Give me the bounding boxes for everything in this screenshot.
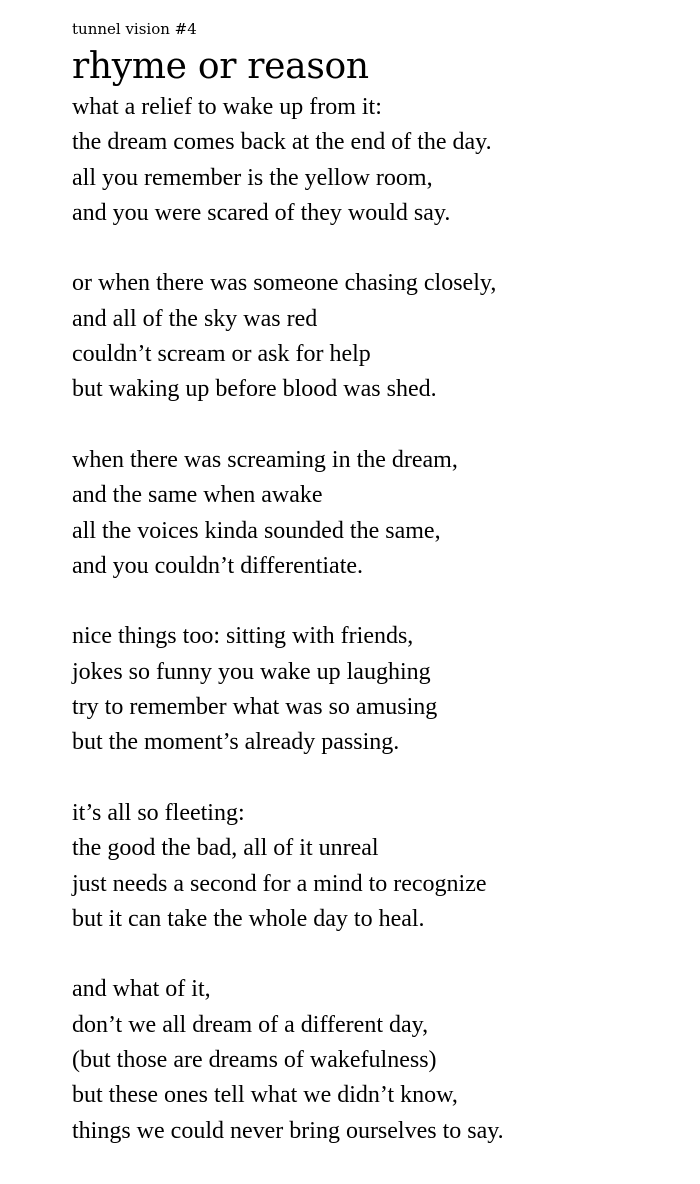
document-page bbox=[72, 18, 672, 1149]
poem-line: things we could never bring ourselves to say. bbox=[72, 1117, 504, 1144]
poem-line: try to remember what was so amusing bbox=[72, 694, 438, 721]
poem-line: but these ones tell what we didn’t know, bbox=[72, 1082, 458, 1109]
stanza bbox=[72, 972, 672, 1148]
poem-line: (but those are dreams of wakefulness) bbox=[72, 1047, 437, 1074]
poem-title: rhyme or reason bbox=[72, 46, 369, 87]
stanza bbox=[72, 266, 672, 407]
poem-line: when there was screaming in the dream, bbox=[72, 446, 458, 473]
poem-line: and the same when awake bbox=[72, 482, 323, 509]
poem-line: but waking up before blood was shed. bbox=[72, 376, 437, 403]
poem-line: jokes so funny you wake up laughing bbox=[72, 658, 431, 685]
poem-line: couldn’t scream or ask for help bbox=[72, 341, 371, 368]
stanza bbox=[72, 90, 672, 231]
poem-line: and what of it, bbox=[72, 976, 211, 1003]
series-label: tunnel vision #4 bbox=[72, 20, 197, 38]
poem-line: and you were scared of they would say. bbox=[72, 199, 451, 226]
poem-line: just needs a second for a mind to recognize bbox=[72, 870, 487, 897]
poem-line: but it can take the whole day to heal. bbox=[72, 905, 425, 932]
stanza bbox=[72, 443, 672, 584]
poem-line: all you remember is the yellow room, bbox=[72, 164, 433, 191]
poem-line: and all of the sky was red bbox=[72, 305, 318, 332]
poem-line: the good the bad, all of it unreal bbox=[72, 835, 379, 862]
poem-line: the dream comes back at the end of the day. bbox=[72, 129, 492, 156]
poem-line: but the moment’s already passing. bbox=[72, 729, 400, 756]
poem-line: all the voices kinda sounded the same, bbox=[72, 517, 441, 544]
poem-line: don’t we all dream of a different day, bbox=[72, 1011, 429, 1038]
poem-line: what a relief to wake up from it: bbox=[72, 94, 382, 120]
poem-body bbox=[72, 90, 672, 1149]
stanza bbox=[72, 619, 672, 760]
poem-line: and you couldn’t differentiate. bbox=[72, 552, 364, 579]
poem-line: or when there was someone chasing closely, bbox=[72, 270, 497, 297]
stanza bbox=[72, 796, 672, 937]
poem-line: it’s all so fleeting: bbox=[72, 799, 245, 826]
poem-line: nice things too: sitting with friends, bbox=[72, 623, 414, 650]
